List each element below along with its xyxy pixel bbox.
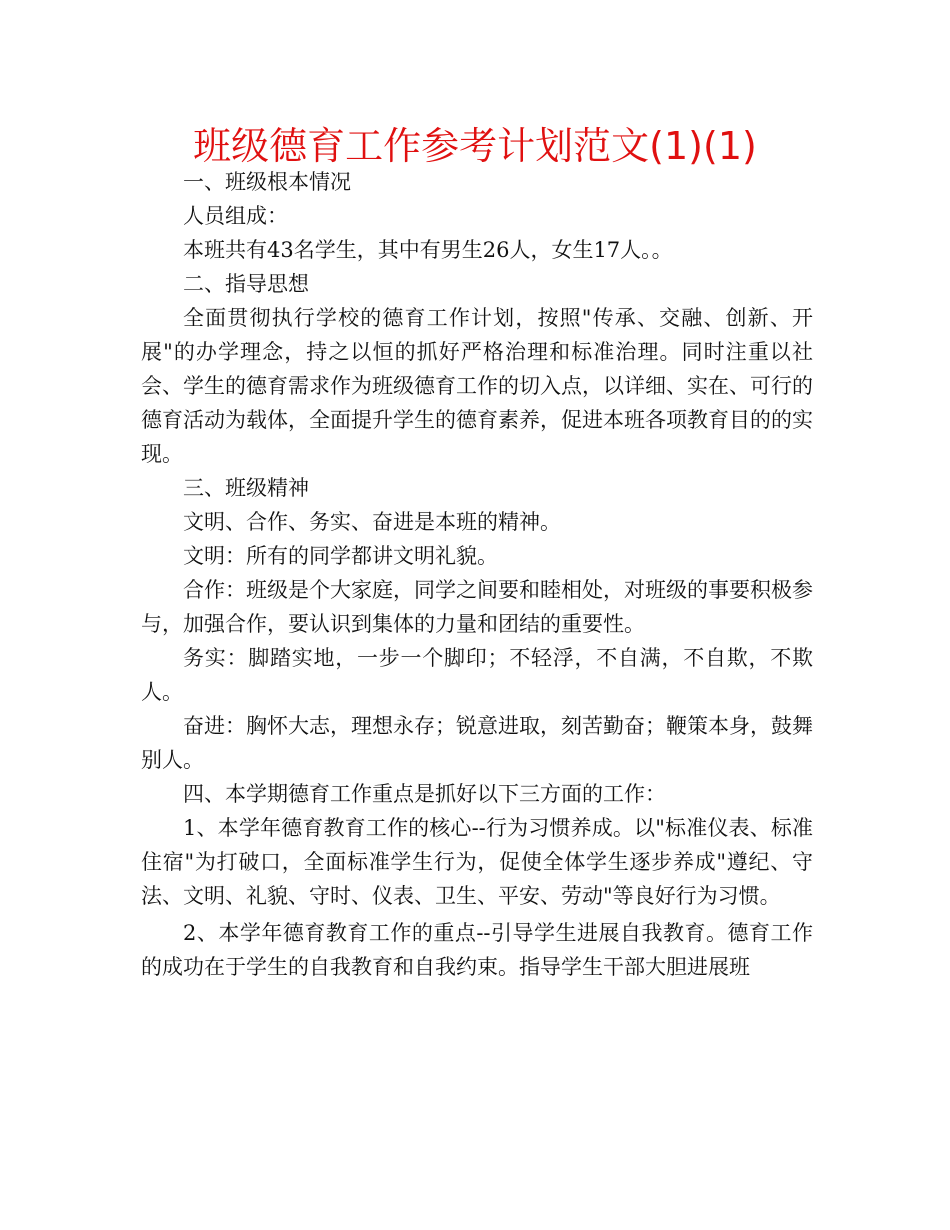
paragraph-class-size: 本班共有43名学生，其中有男生26人，女生17人。。 [183,238,673,262]
section-heading-class-spirit: 三、班级精神 [183,476,309,500]
section-heading-basic-situation: 一、班级根本情况 [183,170,351,194]
paragraph-pragmatism: 务实：脚踏实地，一步一个脚印；不轻浮，不自满，不自欺，不欺人。 [141,646,813,704]
paragraph-striving: 奋进：胸怀大志，理想永存；锐意进取，刻苦勤奋；鞭策本身，鼓舞别人。 [141,714,813,772]
paragraph-civility: 文明：所有的同学都讲文明礼貌。 [183,544,498,568]
document-body [141,165,813,984]
paragraph-key-work-2: 2、本学年德育教育工作的重点--引导学生进展自我教育。德育工作的成功在于学生的自我教育和自我约束。指导学生干部大胆进展班 [141,921,813,979]
paragraph-staff-label: 人员组成： [183,204,288,228]
section-heading-guiding-thought: 二、指导思想 [183,272,309,296]
paragraph-guiding-thought: 全面贯彻执行学校的德育工作计划，按照"传承、交融、创新、开展"的办学理念，持之以恒的抓好严格治理和标准治理。同时注重以社会、学生的德育需求作为班级德育工作的切入点，以详细、实在、可行的德育活动为载体，全面提升学生的德育素养，促进本班各项教育目的的实现。 [141,306,813,466]
paragraph-key-work-1: 1、本学年德育教育工作的核心--行为习惯养成。以"标准仪表、标准住宿"为打破口，全面标准学生行为，促使全体学生逐步养成"遵纪、守法、文明、礼貌、守时、仪表、卫生、平安、劳动"等良好行为习惯。 [141,816,813,908]
paragraph-cooperation: 合作：班级是个大家庭，同学之间要和睦相处，对班级的事要积极参与，加强合作，要认识到集体的力量和团结的重要性。 [141,578,813,636]
section-heading-key-work: 四、本学期德育工作重点是抓好以下三方面的工作： [183,782,666,806]
paragraph-class-spirit: 文明、合作、务实、奋进是本班的精神。 [183,510,561,534]
document-title: 班级德育工作参考计划范文(1)(1) [193,124,757,168]
